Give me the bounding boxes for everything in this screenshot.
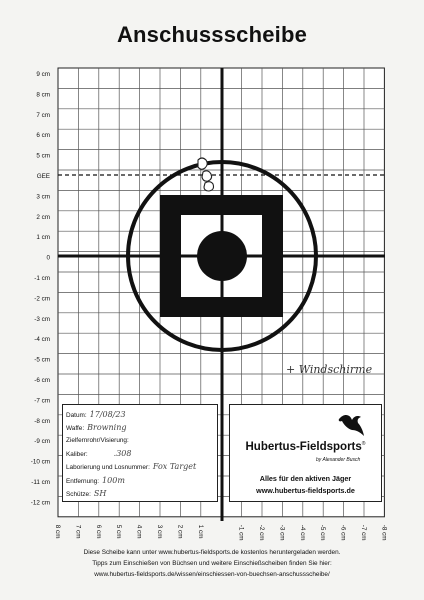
x-axis-label: -7 cm [360,524,367,541]
x-axis-label: 5 cm [115,524,123,539]
page-title: Anschussscheibe [116,22,308,47]
brand-name: Hubertus-Fieldsports® [245,441,366,453]
y-axis-label: 0 [46,254,50,262]
y-axis-label: 1 cm [36,234,50,242]
y-axis-label: 8 cm [36,91,50,99]
zielfernrohr-row [66,438,129,444]
brand-url: www.hubertus-fieldsports.de [256,486,355,495]
handwritten-note: + Windschirme [286,363,373,376]
y-axis-label: 6 cm [36,132,50,140]
bird-logo-icon [336,411,366,439]
y-axis-label: -4 cm [34,336,50,344]
x-axis-label: 6 cm [94,524,102,539]
x-axis-label: -4 cm [298,524,306,541]
y-axis-label: 3 cm [36,193,50,201]
x-axis-labels [54,525,387,541]
y-axis-label: -6 cm [34,377,50,384]
entfernung-row [66,477,125,485]
schuetze-value: SH [93,489,107,498]
waffe-row [66,424,126,432]
x-axis-label: -8 cm [380,524,388,541]
x-axis-label: 3 cm [156,524,163,539]
y-axis-label: -2 cm [34,295,50,303]
kaliber-value: .308 [113,449,132,458]
schuetze-label: Schütze: [66,491,91,498]
kaliber-label: Kaliber: [66,451,88,458]
y-axis-label: 2 cm [36,213,50,221]
entfernung-value: 100m [102,476,125,485]
zielfernrohr-label: Zielfernrohr/Visierung: [66,437,129,444]
x-axis-label: 1 cm [196,524,204,539]
brand-byline: by Alexander Busch [316,457,361,463]
footer-line-2: Tipps zum Einschießen von Büchsen und weitere Einschießscheiben finden Sie hier: [92,560,332,567]
datum-label: Datum: [66,412,87,419]
x-axis-label: 2 cm [176,524,184,539]
x-axis-label: -1 cm [237,524,245,541]
footer-line-1: Diese Scheibe kann unter www.hubertus-fieldsports.de kostenlos heruntergeladen werden. [83,549,341,556]
y-axis-label: -5 cm [34,356,50,364]
x-axis-label: -5 cm [319,524,327,541]
laborierung-label: Laborierung und Losnummer: [66,464,150,471]
datum-value: 17/08/23 [89,410,126,419]
entfernung-label: Entfernung: [66,478,100,485]
y-axis-label: -10 cm [30,458,50,466]
y-axis-label: -12 cm [30,499,50,507]
y-axis-label: -1 cm [34,275,50,282]
y-axis-labels [31,71,51,506]
waffe-value: Browning [87,423,127,432]
y-axis-label: -8 cm [34,417,50,425]
laborierung-row [66,463,196,471]
x-axis-label: -3 cm [278,524,286,541]
brand-tagline: Alles für den aktiven Jäger [259,474,352,483]
y-axis-label: -7 cm [34,397,50,405]
x-axis-label: 4 cm [135,524,143,539]
footer-line-3: www.hubertus-fieldsports.de/wissen/einschiessen-von-buechsen-anschussscheibe/ [94,571,330,578]
x-axis-label: -6 cm [339,524,347,541]
y-axis-label: -9 cm [34,438,50,446]
laborierung-value: Fox Target [152,462,197,471]
y-axis-label: GEE [36,173,50,180]
brand-panel [229,404,382,502]
kaliber-row [66,450,131,458]
schuetze-row [66,490,106,498]
y-axis-label: 7 cm [36,111,50,119]
x-axis-label: -2 cm [258,524,265,541]
shooting-info-form [62,404,218,502]
waffe-label: Waffe: [66,425,85,432]
x-axis-label: 8 cm [54,524,61,539]
y-axis-label: -11 cm [31,479,50,486]
shot-hole [204,182,214,191]
datum-row [66,411,126,419]
y-axis-label: 5 cm [36,152,50,160]
y-axis-label: -3 cm [34,315,50,323]
shot-hole [198,158,207,169]
x-axis-label: 7 cm [74,524,82,539]
y-axis-label: 9 cm [36,71,50,78]
shot-hole [202,171,212,181]
